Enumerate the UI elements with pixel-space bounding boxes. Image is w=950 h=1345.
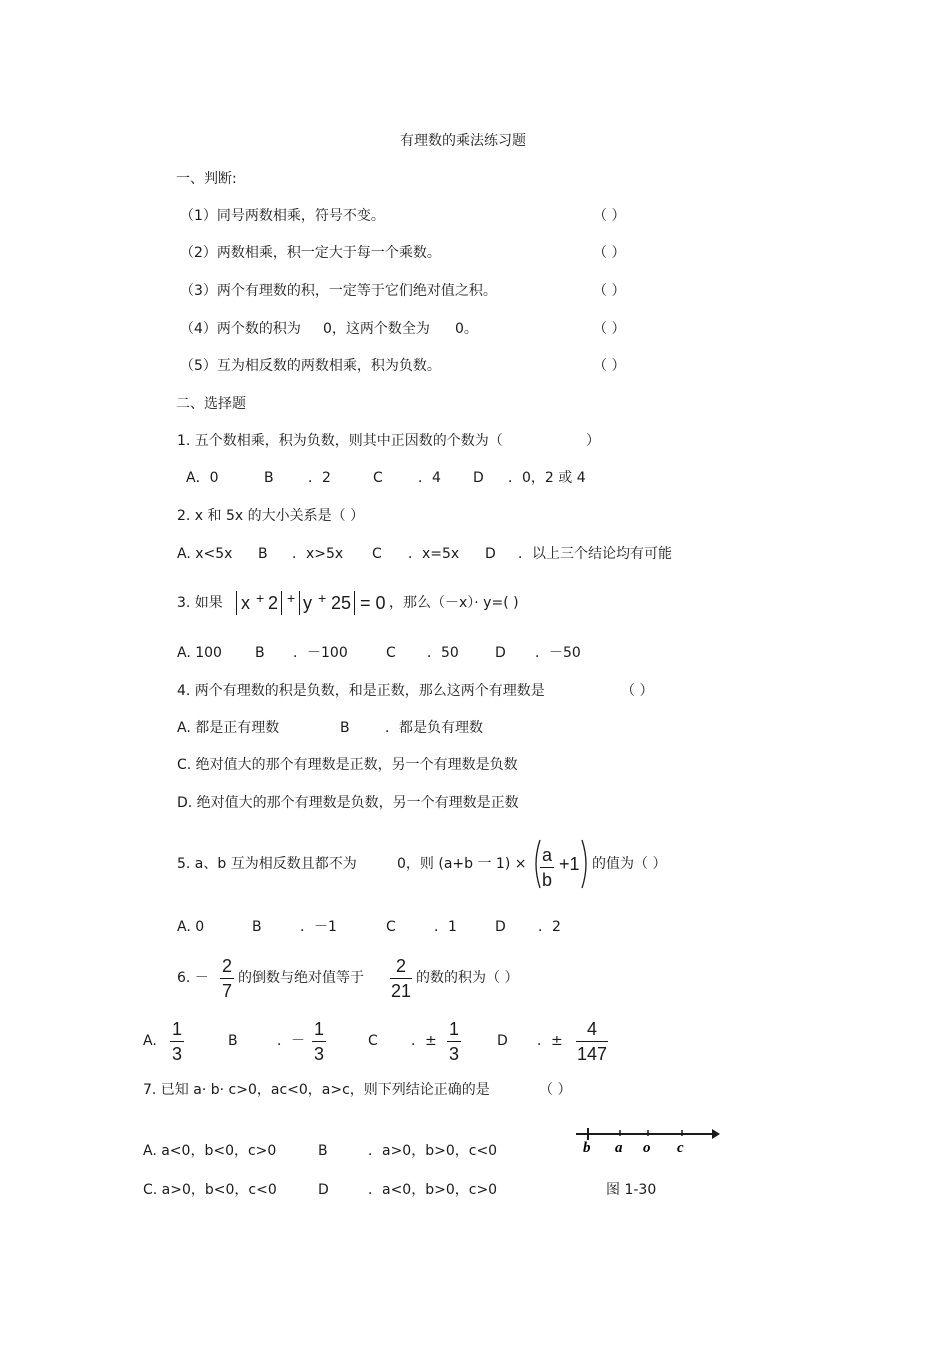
q6-option-b-bar xyxy=(312,1041,326,1042)
part1-heading: 一、判断: xyxy=(176,171,237,187)
q6-option-d-fraction xyxy=(576,1020,608,1063)
q1-close: ） xyxy=(586,433,600,449)
q3-option-c: ．50 xyxy=(427,645,459,661)
q5-option-b-label: B xyxy=(252,919,262,935)
q5-option-d: ．2 xyxy=(538,919,561,935)
q3-plus-2: + xyxy=(287,590,296,606)
judge-item-1: （1）同号两数相乘，符号不变。 xyxy=(180,208,385,224)
q4-option-b-label: B xyxy=(340,720,350,736)
q2-option-b-label: B xyxy=(258,546,268,562)
q2-option-a: A. x<5x xyxy=(177,546,233,562)
judge-item-5: （5）互为相反数的两数相乘，积为负数。 xyxy=(180,358,441,374)
q5-prefix: 5. a、b 互为相反数且都不为 xyxy=(177,856,357,872)
q6-option-a-label: A. xyxy=(143,1033,157,1049)
judge-item-4a: （4）两个数的积为 xyxy=(180,321,301,337)
q4-option-d: D. 绝对值大的那个有理数是负数，另一个有理数是正数 xyxy=(177,795,519,811)
q6-option-b-prefix: ．－ xyxy=(277,1033,305,1049)
abs-bar-right-1 xyxy=(281,591,282,615)
q5-fraction-den: b xyxy=(541,870,552,890)
q6-fraction-1 xyxy=(220,957,234,1000)
q6-fraction-1-num: 2 xyxy=(221,956,232,976)
q6-fraction-2-num: 2 xyxy=(395,956,406,976)
right-paren-shape xyxy=(580,838,592,890)
q1-option-a: A．0 xyxy=(186,470,219,486)
judge-item-3: （3）两个有理数的积，一定等于它们绝对值之积。 xyxy=(180,283,497,299)
q6-option-c-num: 1 xyxy=(448,1019,459,1039)
q6-option-a-num: 1 xyxy=(171,1019,182,1039)
page-title: 有理数的乘法练习题 xyxy=(400,133,526,149)
label-a: a xyxy=(615,1140,623,1156)
q1-option-d-label: D xyxy=(473,470,484,486)
part2-heading: 二、选择题 xyxy=(176,396,246,412)
q6-option-a-fraction xyxy=(170,1020,184,1063)
q6-option-a-bar xyxy=(170,1041,184,1042)
q3-option-c-label: C xyxy=(386,645,396,661)
q4-option-b: ．都是负有理数 xyxy=(385,720,483,736)
q6-option-d-den: 147 xyxy=(576,1044,608,1064)
q6-option-c-prefix: ．± xyxy=(411,1033,437,1049)
q7-option-b-label: B xyxy=(318,1143,328,1159)
q5-option-d-label: D xyxy=(495,919,506,935)
q3-eq: = 0 xyxy=(360,593,386,613)
judge-blank-3: （ ） xyxy=(593,283,626,299)
q5-option-a: A. 0 xyxy=(177,919,205,935)
judge-item-4c: 0。 xyxy=(455,321,478,337)
q7-option-c: C. a>0，b<0，c<0 xyxy=(143,1182,277,1198)
q2-option-d: ．以上三个结论均有可能 xyxy=(518,546,672,562)
q3-two: 2 xyxy=(268,593,279,613)
q6-fraction-1-den: 7 xyxy=(221,981,232,1001)
q1-option-b: ．2 xyxy=(308,470,331,486)
q5-option-c-label: C xyxy=(386,919,396,935)
q2-option-b: ．x>5x xyxy=(292,546,344,562)
number-line-arrow xyxy=(712,1129,720,1139)
q4-blank: （ ） xyxy=(621,683,654,699)
abs-bar-right-2 xyxy=(354,591,355,615)
q6-fraction-2-bar xyxy=(390,978,412,979)
q3-plus-3: + xyxy=(318,590,327,606)
q6-option-d-num: 4 xyxy=(586,1019,597,1039)
q3-option-b: ．－100 xyxy=(293,645,348,661)
judge-item-4b: 0，这两个数全为 xyxy=(323,321,430,337)
q6-option-d-bar xyxy=(576,1041,608,1042)
q5-option-c: ．1 xyxy=(434,919,457,935)
q6-option-d-prefix: ．± xyxy=(537,1033,563,1049)
q7-blank: （ ） xyxy=(539,1082,572,1098)
q7-option-d-label: D xyxy=(318,1182,329,1198)
judge-blank-4: （ ） xyxy=(593,321,626,337)
q6-fraction-2 xyxy=(390,957,412,1000)
q6-option-c-den: 3 xyxy=(448,1044,459,1064)
judge-blank-2: （ ） xyxy=(593,245,626,261)
q4-stem: 4. 两个有理数的积是负数，和是正数，那么这两个有理数是 xyxy=(177,683,545,699)
q3-option-b-label: B xyxy=(255,645,265,661)
q6-fraction-1-bar xyxy=(220,978,234,979)
q2-option-d-label: D xyxy=(485,546,496,562)
judge-item-2: （2）两数相乘，积一定大于每一个乘数。 xyxy=(180,245,441,261)
q6-option-a-den: 3 xyxy=(171,1044,182,1064)
q5-suffix: 的值为（ ） xyxy=(592,856,667,872)
q6-prefix: 6. － xyxy=(177,970,209,986)
q1-stem: 1. 五个数相乘，积为负数，则其中正因数的个数为（ xyxy=(177,433,503,449)
label-b: b xyxy=(583,1140,591,1156)
q4-option-c: C. 绝对值大的那个有理数是正数，另一个有理数是负数 xyxy=(177,757,518,773)
q7-option-b: ．a>0，b>0，c<0 xyxy=(368,1143,498,1159)
q5-plus1: +1 xyxy=(559,854,580,874)
q1-option-b-label: B xyxy=(264,470,274,486)
q3-x: x xyxy=(241,593,250,613)
label-o: o xyxy=(643,1140,651,1156)
q1-option-c: ．4 xyxy=(418,470,441,486)
q5-fraction-bar xyxy=(540,867,554,868)
q6-mid: 的倒数与绝对值等于 xyxy=(238,970,364,986)
figure-caption: 图 1-30 xyxy=(606,1182,657,1198)
judge-blank-5: （ ） xyxy=(593,358,626,374)
abs-bar-left-2 xyxy=(299,591,300,615)
q5-fraction xyxy=(540,846,554,889)
q1-option-c-label: C xyxy=(373,470,383,486)
q2-option-c: ．x=5x xyxy=(408,546,460,562)
q3-suffix: ，那么（－x）· y=( ) xyxy=(389,595,519,611)
q2-stem: 2. x 和 5x 的大小关系是（ ） xyxy=(177,508,365,524)
q3-y: y xyxy=(303,593,312,613)
q7-stem: 7. 已知 a· b· c>0，ac<0，a>c，则下列结论正确的是 xyxy=(143,1082,490,1098)
q3-plus-1: + xyxy=(256,590,265,606)
q3-prefix: 3. 如果 xyxy=(177,595,223,611)
q3-option-d: ．－50 xyxy=(535,645,581,661)
q7-option-a: A. a<0，b<0，c>0 xyxy=(143,1143,277,1159)
q6-option-b-fraction xyxy=(312,1020,326,1063)
q6-option-c-fraction xyxy=(447,1020,461,1063)
q5-option-b: ．－1 xyxy=(300,919,337,935)
q6-option-d-label: D xyxy=(497,1033,508,1049)
q6-option-c-label: C xyxy=(368,1033,378,1049)
number-line-figure xyxy=(572,1124,722,1160)
q5-fraction-num: a xyxy=(541,845,552,865)
q6-option-b-num: 1 xyxy=(313,1019,324,1039)
label-c: c xyxy=(677,1140,684,1156)
q1-option-d: ．0，2 或 4 xyxy=(508,470,586,486)
q7-option-d: ．a<0，b>0，c>0 xyxy=(368,1182,498,1198)
q3-option-a: A. 100 xyxy=(177,645,222,661)
q5-mid: 0，则 (a+b 一 1) × xyxy=(397,856,527,872)
q6-option-b-label: B xyxy=(228,1033,238,1049)
q4-option-a: A. 都是正有理数 xyxy=(177,720,280,736)
q6-fraction-2-den: 21 xyxy=(390,981,412,1001)
q2-option-c-label: C xyxy=(372,546,382,562)
q6-option-b-den: 3 xyxy=(313,1044,324,1064)
q3-option-d-label: D xyxy=(495,645,506,661)
q3-twentyfive: 25 xyxy=(331,593,352,613)
q6-option-c-bar xyxy=(447,1041,461,1042)
abs-bar-left-1 xyxy=(236,591,237,615)
q6-suffix: 的数的积为（ ） xyxy=(416,970,519,986)
judge-blank-1: （ ） xyxy=(593,208,626,224)
